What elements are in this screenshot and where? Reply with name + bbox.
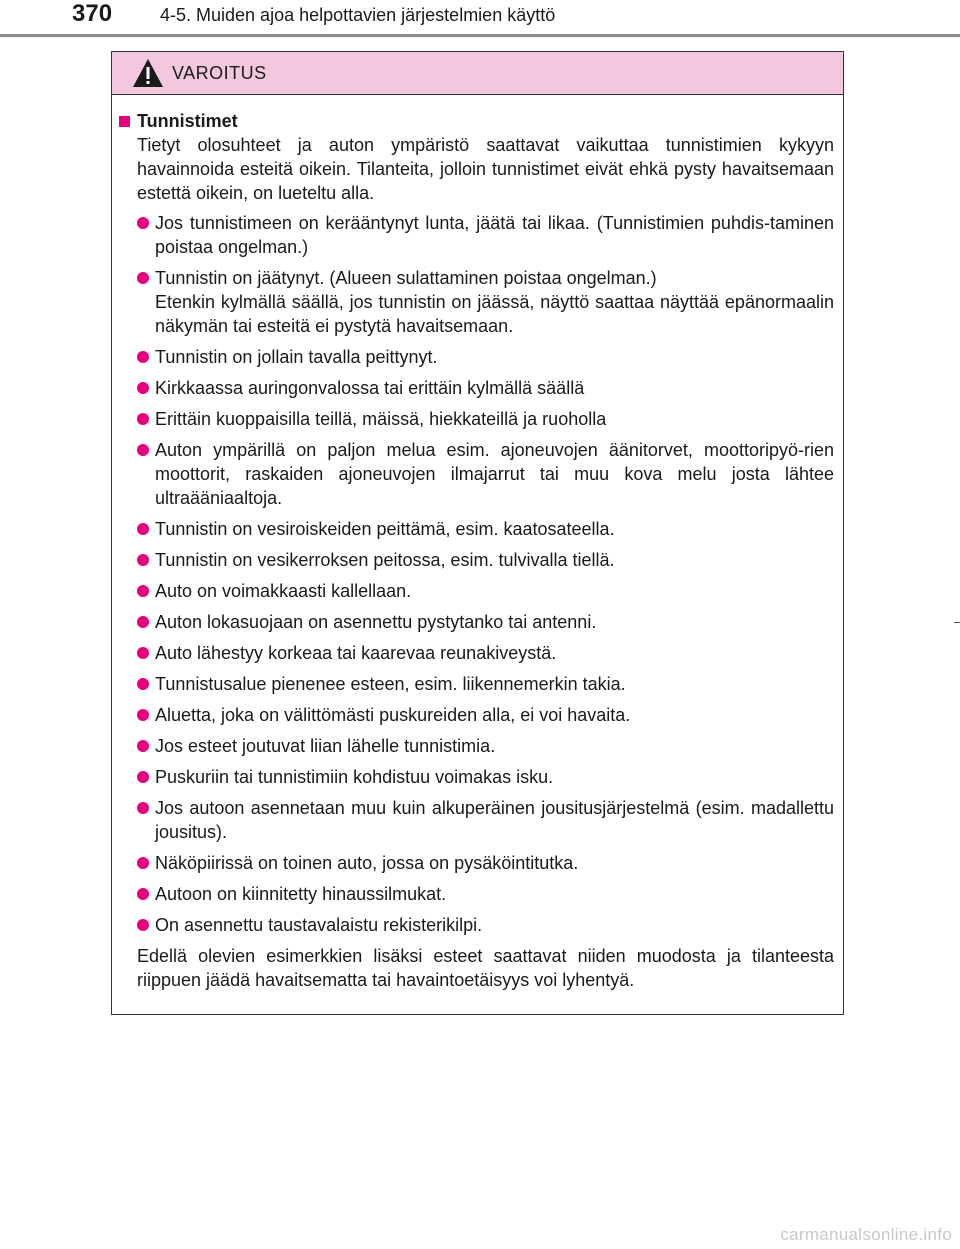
edge-mark	[954, 622, 960, 623]
round-bullet-icon	[137, 888, 149, 900]
list-item-line: On asennettu taustavalaistu rekisterikilpi.	[155, 915, 483, 935]
round-bullet-icon	[137, 444, 149, 456]
subheading-text: Tunnistimet	[137, 111, 238, 131]
warning-header	[112, 52, 843, 95]
page-header	[0, 0, 960, 38]
list-item-line: Auto lähestyy korkeaa tai kaarevaa reunakiveystä.	[155, 643, 557, 663]
list-item	[137, 882, 834, 906]
list-item-line: Näköpiirissä on toinen auto, jossa on pysäköintitutka.	[155, 853, 579, 873]
round-bullet-icon	[137, 616, 149, 628]
list-item-text	[155, 345, 834, 369]
warning-triangle-icon	[132, 58, 164, 88]
list-item	[137, 672, 834, 696]
warning-body	[112, 95, 843, 992]
round-bullet-icon	[137, 523, 149, 535]
list-item-text	[155, 579, 834, 603]
list-item-text	[155, 882, 834, 906]
list-item-text	[155, 517, 834, 541]
list-item	[137, 517, 834, 541]
list-item-line: Jos esteet joutuvat liian lähelle tunnistimia.	[155, 736, 496, 756]
round-bullet-icon	[137, 802, 149, 814]
list-item-line: Etenkin kylmällä säällä, jos tunnistin on jäässä, näyttö saattaa näyttää epänormaalin näkymän tai esteitä ei pystytä havaitsemaan.	[155, 292, 834, 336]
list-item-text	[155, 851, 834, 875]
list-item-line: Kirkkaassa auringonvalossa tai erittäin kylmällä säällä	[155, 378, 585, 398]
square-bullet-icon	[119, 116, 130, 127]
list-item-text	[155, 610, 834, 634]
list-item	[137, 345, 834, 369]
list-item	[137, 765, 834, 789]
round-bullet-icon	[137, 740, 149, 752]
list-item-line: Tunnistin on vesiroiskeiden peittämä, esim. kaatosateella.	[155, 519, 615, 539]
list-item-text	[155, 765, 834, 789]
list-item-text	[155, 407, 834, 431]
list-item-text	[155, 641, 834, 665]
round-bullet-icon	[137, 272, 149, 284]
round-bullet-icon	[137, 382, 149, 394]
list-item	[137, 407, 834, 431]
round-bullet-icon	[137, 413, 149, 425]
list-item-line: Tunnistusalue pienenee esteen, esim. liikennemerkin takia.	[155, 674, 626, 694]
list-item-line: Tunnistin on vesikerroksen peitossa, esim. tulvivalla tiellä.	[155, 550, 615, 570]
list-item	[137, 438, 834, 510]
list-item	[137, 211, 834, 259]
list-item-text	[155, 734, 834, 758]
list-item-text	[155, 266, 834, 338]
list-item-text	[155, 211, 834, 259]
list-item-text	[155, 438, 834, 510]
intro-paragraph: Tietyt olosuhteet ja auton ympäristö saattavat vaikuttaa tunnistimien kykyyn havainnoida esteitä oikein. Tilanteita, jolloin tunnistimet eivät ehkä pysty havaitsemaan estettä oikein, on lueteltu alla.	[137, 135, 834, 203]
header-divider	[0, 34, 960, 37]
round-bullet-icon	[137, 678, 149, 690]
list-item-line: Puskuriin tai tunnistimiin kohdistuu voimakas isku.	[155, 767, 554, 787]
list-item-line: Auto on voimakkaasti kallellaan.	[155, 581, 412, 601]
subheading	[119, 109, 834, 133]
round-bullet-icon	[137, 857, 149, 869]
list-item-text	[155, 913, 834, 937]
list-item-text	[155, 796, 834, 844]
list-item-text	[155, 672, 834, 696]
list-item	[137, 851, 834, 875]
list-item-line: Auton ympärillä on paljon melua esim. ajoneuvojen äänitorvet, moottoripyö-rien moottorit, raskaiden ajoneuvojen ilmajarrut tai muu kova melu josta lähtee ultraääniaaltoja.	[155, 440, 834, 508]
list-item	[137, 796, 834, 844]
round-bullet-icon	[137, 217, 149, 229]
list-item-line: Jos tunnistimeen on kerääntynyt lunta, jäätä tai likaa. (Tunnistimien puhdis-taminen poistaa ongelman.)	[155, 213, 834, 257]
list-item	[137, 579, 834, 603]
round-bullet-icon	[137, 919, 149, 931]
list-item	[137, 266, 834, 338]
list-item-line: Tunnistin on jäätynyt. (Alueen sulattaminen poistaa ongelman.)	[155, 268, 657, 288]
list-item-line: Erittäin kuoppaisilla teillä, mäissä, hiekkateillä ja ruoholla	[155, 409, 607, 429]
closing-paragraph: Edellä olevien esimerkkien lisäksi esteet saattavat niiden muodosta ja tilanteesta riippuen jäädä havaitsematta tai havaintoetäisyys voi lyhentyä.	[137, 946, 834, 990]
list-item-line: Tunnistin on jollain tavalla peittynyt.	[155, 347, 438, 367]
round-bullet-icon	[137, 709, 149, 721]
round-bullet-icon	[137, 554, 149, 566]
list-item	[137, 703, 834, 727]
list-item	[137, 376, 834, 400]
list-item-text	[155, 703, 834, 727]
list-item-text	[155, 376, 834, 400]
list-item	[137, 610, 834, 634]
round-bullet-icon	[137, 585, 149, 597]
list-item	[137, 913, 834, 937]
warning-label: VAROITUS	[172, 63, 267, 83]
page-number: 370	[72, 0, 113, 27]
list-item	[137, 734, 834, 758]
list-item-line: Auton lokasuojaan on asennettu pystytanko tai antenni.	[155, 612, 597, 632]
round-bullet-icon	[137, 351, 149, 363]
list-item-line: Jos autoon asennetaan muu kuin alkuperäinen jousitusjärjestelmä (esim. madallettu jousitus).	[155, 798, 834, 842]
bullet-list	[119, 211, 834, 937]
round-bullet-icon	[137, 647, 149, 659]
list-item-text	[155, 548, 834, 572]
section-title: 4-5. Muiden ajoa helpottavien järjestelmien käyttö	[160, 5, 556, 25]
warning-box	[111, 51, 844, 1015]
list-item-line: Autoon on kiinnitetty hinaussilmukat.	[155, 884, 447, 904]
list-item	[137, 548, 834, 572]
round-bullet-icon	[137, 771, 149, 783]
watermark: carmanualsonline.info	[780, 1225, 952, 1244]
list-item	[137, 641, 834, 665]
list-item-line: Aluetta, joka on välittömästi puskureiden alla, ei voi havaita.	[155, 705, 631, 725]
